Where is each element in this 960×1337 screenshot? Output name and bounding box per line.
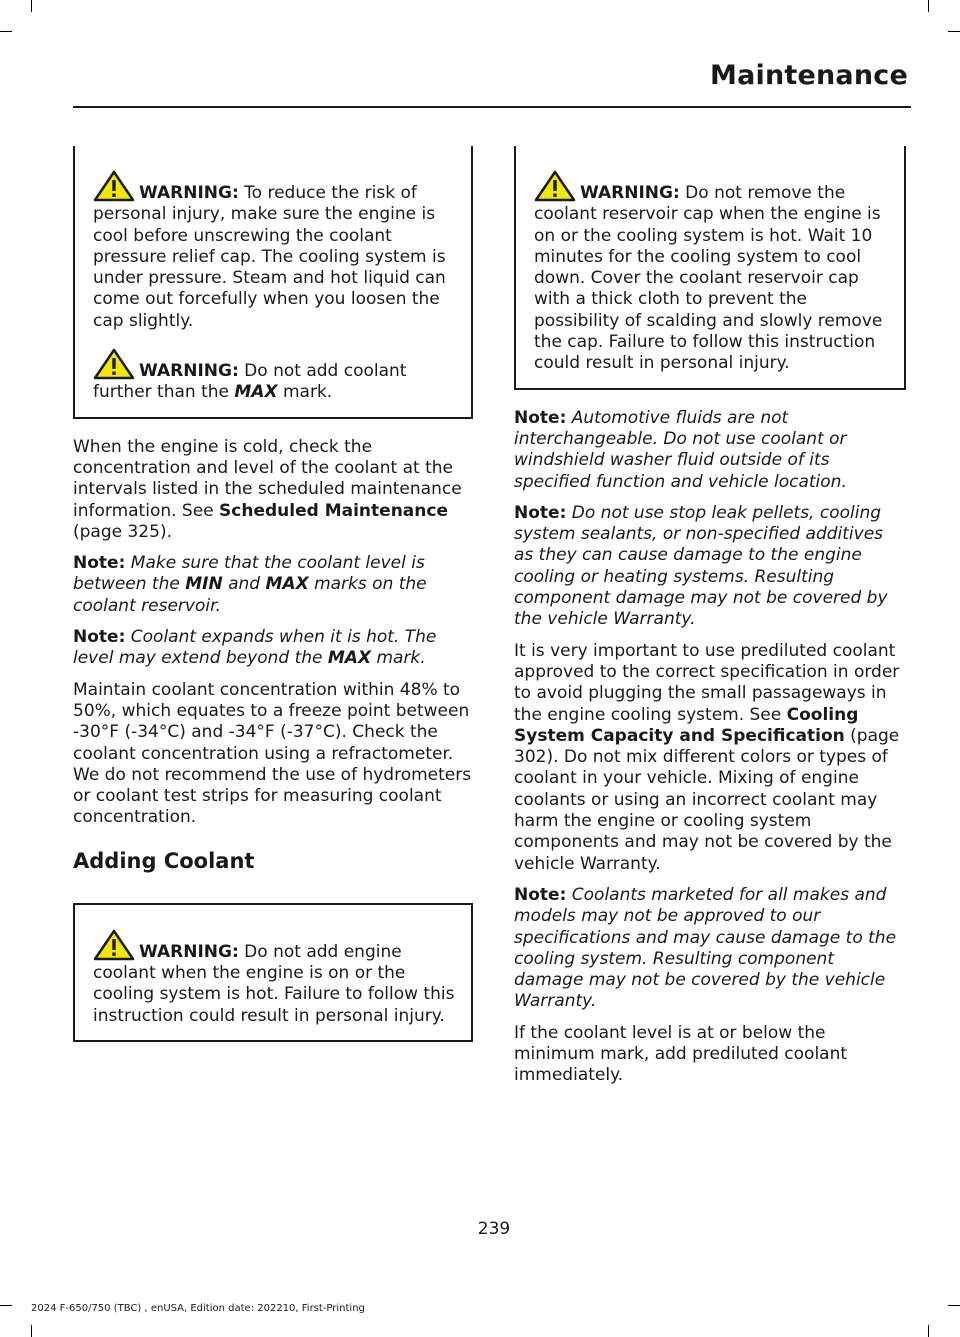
max-mark: MAX bbox=[234, 382, 278, 403]
footer-edition-info: 2024 F-650/750 (TBC) , enUSA, Edition date: 202210, First-Printing bbox=[31, 1303, 365, 1314]
min-mark: MIN bbox=[185, 574, 223, 595]
note-text: Coolant expands when it is hot. The level may extend beyond the bbox=[73, 627, 437, 669]
note bbox=[514, 408, 906, 493]
body-paragraph bbox=[73, 437, 473, 543]
warning-text bbox=[93, 348, 463, 404]
note bbox=[514, 503, 906, 631]
note bbox=[73, 627, 473, 670]
note-text: and bbox=[222, 574, 266, 595]
note bbox=[514, 885, 906, 1013]
page-reference: (page 325). bbox=[73, 521, 172, 542]
note bbox=[73, 553, 473, 617]
note-text: marks on the coolant reservoir. bbox=[73, 574, 427, 616]
warning-body: Do not add engine coolant when the engine is on or the cooling system is hot. Failure to follow this instruction could result in personal injury. bbox=[93, 941, 455, 1026]
crop-mark bbox=[31, 0, 32, 12]
warning-triangle-icon bbox=[93, 170, 135, 202]
header-rule bbox=[73, 106, 911, 108]
note-text: Coolants marketed for all makes and models may not be approved to our specifications and may cause damage to the cooling system. Resulting component damage may not be covered by the vehicle Warranty. bbox=[514, 884, 897, 1012]
warning-box bbox=[514, 146, 906, 390]
warning-label: WARNING: bbox=[580, 183, 680, 203]
max-mark: MAX bbox=[265, 574, 309, 595]
warning-triangle-icon bbox=[534, 170, 576, 202]
warning-triangle-icon bbox=[93, 929, 135, 961]
warning-label: WARNING: bbox=[139, 183, 239, 203]
warning-body: Do not add coolant further than the bbox=[93, 361, 407, 403]
body-paragraph: If the coolant level is at or below the minimum mark, add prediluted coolant immediately. bbox=[514, 1022, 848, 1086]
crop-mark bbox=[928, 1325, 929, 1337]
crop-mark bbox=[928, 0, 929, 12]
warning-text bbox=[93, 170, 463, 332]
paragraph-text: It is very important to use prediluted coolant approved to the correct specification in order to avoid plugging the small passageways in the engine cooling system. See bbox=[514, 640, 900, 725]
note-text: mark. bbox=[371, 648, 426, 669]
section-heading: Adding Coolant bbox=[73, 848, 255, 873]
note-label: Note: bbox=[514, 502, 567, 523]
crop-mark bbox=[0, 31, 12, 32]
note-text: Make sure that the coolant level is between the bbox=[73, 553, 425, 595]
crop-mark bbox=[0, 1305, 12, 1306]
left-column bbox=[73, 146, 473, 1060]
page-number: 239 bbox=[477, 1219, 511, 1239]
warning-text bbox=[534, 170, 896, 375]
paragraph-text: (page 302). Do not mix different colors or types of coolant in your vehicle. Mixing of engine coolants or using an incorrect coolant may harm the engine or cooling system components and may not be covered by the vehicle Warranty. bbox=[514, 725, 900, 874]
note-label: Note: bbox=[514, 884, 567, 905]
note-label: Note: bbox=[73, 627, 126, 648]
warning-body: mark. bbox=[277, 382, 333, 403]
paragraph-text: When the engine is cold, check the concentration and level of the coolant at the intervals listed in the scheduled maintenance information. See bbox=[73, 436, 462, 521]
warning-text bbox=[93, 929, 463, 1027]
cross-reference-link[interactable]: Scheduled Maintenance bbox=[219, 500, 448, 521]
warning-label: WARNING: bbox=[139, 361, 239, 382]
note-text: Do not use stop leak pellets, cooling system sealants, or non-specified additives as they can cause damage to the engine cooling or heating systems. Resulting component damage may not be covered by the vehicle Warranty. bbox=[514, 502, 888, 630]
cross-reference-link[interactable]: Cooling System Capacity and Specification bbox=[514, 704, 859, 746]
note-text: Automotive fluids are not interchangeable. Do not use coolant or windshield washer fluid outside of its specified function and vehicle location. bbox=[514, 407, 847, 492]
warning-label: WARNING: bbox=[139, 941, 239, 962]
note-label: Note: bbox=[514, 407, 567, 428]
crop-mark bbox=[948, 31, 960, 32]
right-column bbox=[514, 146, 906, 1097]
page-title: Maintenance bbox=[710, 60, 908, 91]
max-mark: MAX bbox=[327, 648, 372, 669]
crop-mark bbox=[31, 1325, 32, 1337]
warning-body: Do not remove the coolant reservoir cap when the engine is on or the cooling system is hot. Wait 10 minutes for the cooling system to cool down. Cover the coolant reservoir cap with a thick cloth to prevent the possibility of scalding and slowly remove the cap. Failure to follow this instruction could result in personal injury. bbox=[534, 183, 883, 374]
warning-triangle-icon bbox=[93, 348, 135, 380]
body-paragraph bbox=[514, 641, 906, 875]
warning-body: To reduce the risk of personal injury, make sure the engine is cool before unscrewing the coolant pressure relief cap. The cooling system is under pressure. Steam and hot liquid can come out forcefully when you loosen the cap slightly. bbox=[93, 183, 446, 331]
body-paragraph: Maintain coolant concentration within 48% to 50%, which equates to a freeze point between -30°F (-34°C) and -34°F (-37°C). Check the coolant concentration using a refractometer. We do not recommend the use of hydrometers or coolant test strips for measuring coolant concentration. bbox=[73, 679, 472, 828]
warning-box bbox=[73, 903, 473, 1042]
warning-box bbox=[73, 146, 473, 419]
crop-mark bbox=[948, 1305, 960, 1306]
note-label: Note: bbox=[73, 553, 126, 574]
